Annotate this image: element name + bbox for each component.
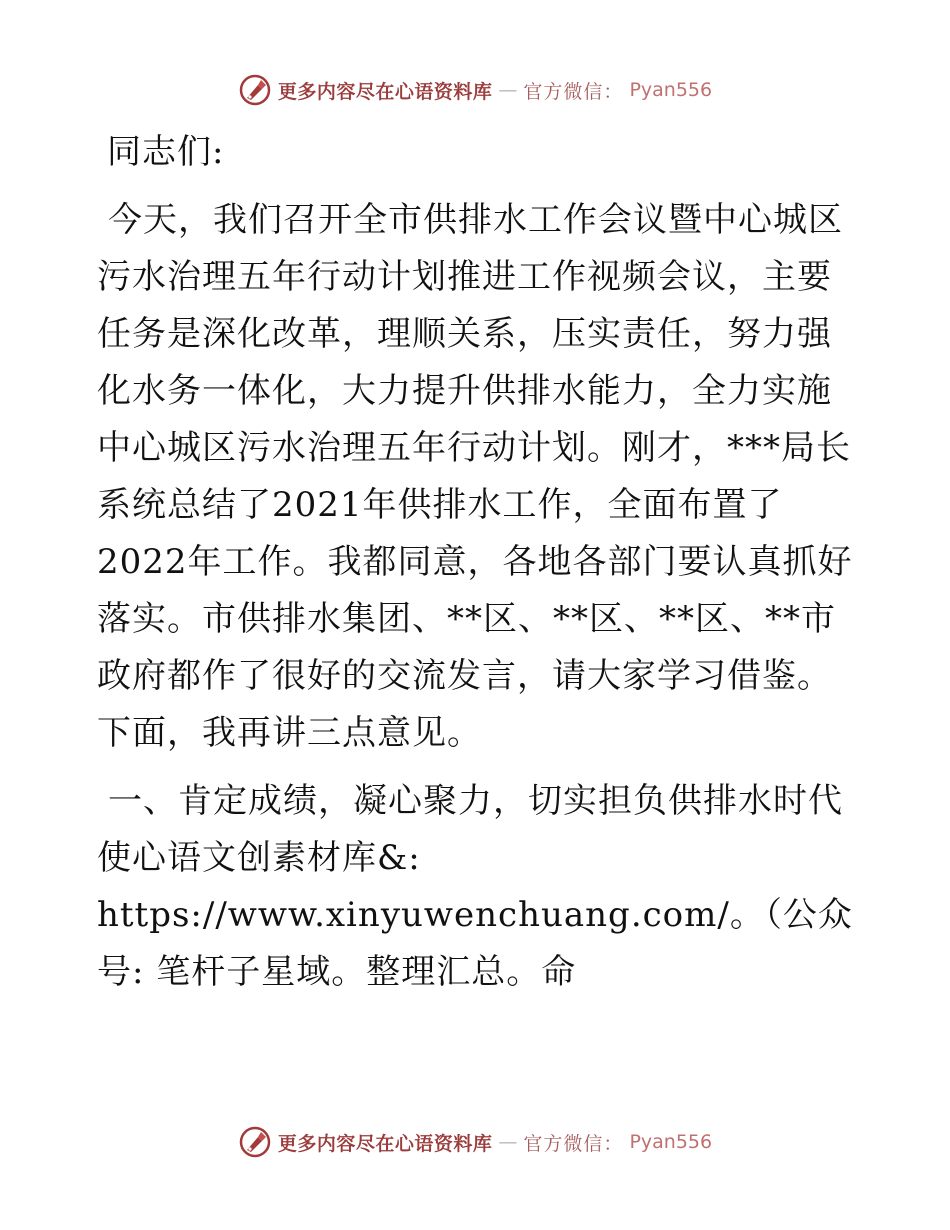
pen-nib-logo-icon bbox=[238, 1125, 272, 1159]
watermark-wechat-id: Pyan556 bbox=[629, 79, 713, 101]
footer-watermark bbox=[0, 1122, 950, 1162]
pen-nib-logo-icon bbox=[238, 73, 272, 107]
paragraph-section-one: 一、肯定成绩，凝心聚力，切实担负供排水时代使心语文创素材库&: https://www.xinyuwenchuang.com/。（公众号: 笔杆子星域。整理汇总。命 bbox=[97, 781, 853, 992]
watermark-dash: — bbox=[498, 79, 518, 101]
watermark-official-label: 官方微信： bbox=[523, 1132, 624, 1155]
greeting: 同志们: bbox=[107, 132, 225, 172]
paragraph-intro: 今天，我们召开全市供排水工作会议暨中心城区污水治理五年行动计划推进工作视频会议，主要任务是深化改革，理顺关系，压实责任，努力强化水务一体化，大力提升供排水能力，全力实施中心城区污水治理五年行动计划。刚才，***局长系统总结了2021年供排水工作，全面布置了2022年工作。我都同意，各地各部门要认真抓好落实。市供排水集团、**区、**区、**区、**市政府都作了很好的交流发言，请大家学习借鉴。下面，我再讲三点意见。 bbox=[97, 200, 853, 753]
watermark-wechat-id: Pyan556 bbox=[629, 1131, 713, 1153]
watermark-brand-text: 更多内容尽在心语资料库 bbox=[277, 80, 493, 103]
watermark-brand-text: 更多内容尽在心语资料库 bbox=[277, 1132, 493, 1155]
document-body bbox=[97, 120, 857, 1001]
watermark-official-label: 官方微信： bbox=[523, 80, 624, 103]
header-watermark bbox=[0, 70, 950, 110]
watermark-dash: — bbox=[498, 1131, 518, 1153]
